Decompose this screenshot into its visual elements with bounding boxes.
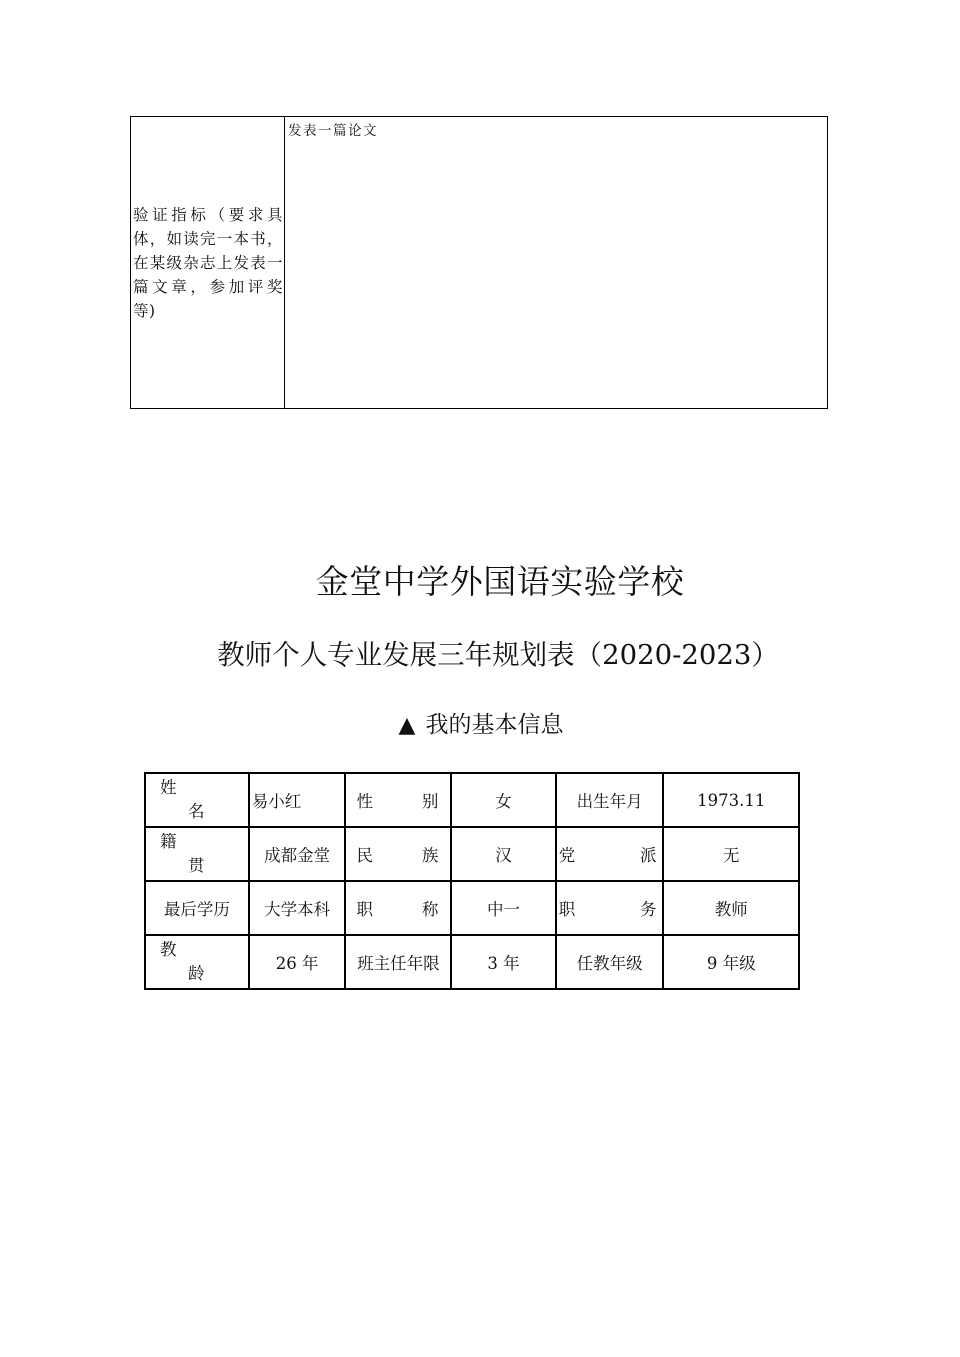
party-value: 无 — [663, 827, 799, 881]
gender-label-char-1: 性 — [356, 792, 373, 811]
ethnicity-label-char-2: 族 — [421, 846, 439, 865]
birth-value: 1973.11 — [663, 773, 799, 827]
ethnicity-value: 汉 — [451, 827, 555, 881]
title-value: 中一 — [451, 881, 555, 935]
basic-info-table — [144, 772, 800, 990]
party-label-char-1: 党 — [558, 846, 576, 865]
grade-value: 9 年级 — [663, 935, 799, 989]
gender-label-char-2: 别 — [421, 792, 439, 811]
school-title: 金堂中学外国语实验学校 — [315, 562, 685, 601]
section-heading-text: 我的基本信息 — [425, 712, 564, 738]
plan-title: 教师个人专业发展三年规划表（2020-2023） — [217, 639, 779, 671]
teaching-years-label-cell — [145, 935, 249, 989]
section-heading — [0, 706, 960, 739]
position-label-char-2: 务 — [639, 900, 657, 919]
ethnicity-label-cell — [345, 827, 451, 881]
position-label-cell — [556, 881, 664, 935]
gender-label-cell — [345, 773, 451, 827]
education-value: 大学本科 — [249, 881, 346, 935]
name-value: 易小红 — [249, 773, 346, 827]
table-row — [145, 935, 799, 989]
title-label-char-2: 称 — [421, 900, 439, 919]
head-teacher-years-label: 班主任年限 — [345, 935, 451, 989]
party-label-cell — [556, 827, 664, 881]
title-label-cell — [345, 881, 451, 935]
triangle-icon: ▲ — [398, 713, 416, 738]
verification-table — [130, 116, 828, 409]
teaching-years-label-char-1: 教 — [160, 940, 177, 959]
table-row — [145, 881, 799, 935]
teaching-years-label-char-2: 龄 — [188, 964, 205, 983]
position-label-char-1: 职 — [558, 900, 576, 919]
party-label-char-2: 派 — [639, 846, 657, 865]
verification-content: 发表一篇论文 — [288, 123, 378, 139]
head-teacher-years-value: 3 年 — [451, 935, 555, 989]
native-place-label-cell — [145, 827, 249, 881]
name-label-cell — [145, 773, 249, 827]
title-label-char-1: 职 — [356, 900, 373, 919]
verification-content-cell — [285, 117, 827, 408]
education-label: 最后学历 — [145, 881, 249, 935]
native-place-label-char-1: 籍 — [160, 832, 177, 851]
table-row — [145, 773, 799, 827]
verification-label: 验证指标（要求具体，如读完一本书，在某级杂志上发表一篇文章，参加评奖等) — [133, 205, 283, 320]
teaching-years-value: 26 年 — [249, 935, 346, 989]
name-label-char-1: 姓 — [160, 778, 177, 797]
grade-label: 任教年级 — [556, 935, 664, 989]
ethnicity-label-char-1: 民 — [356, 846, 373, 865]
position-value: 教师 — [663, 881, 799, 935]
birth-label: 出生年月 — [556, 773, 664, 827]
verification-label-cell — [131, 117, 285, 408]
name-label-char-2: 名 — [188, 802, 205, 821]
native-place-value: 成都金堂 — [249, 827, 346, 881]
gender-value: 女 — [451, 773, 555, 827]
table-row — [145, 827, 799, 881]
native-place-label-char-2: 贯 — [188, 856, 205, 875]
